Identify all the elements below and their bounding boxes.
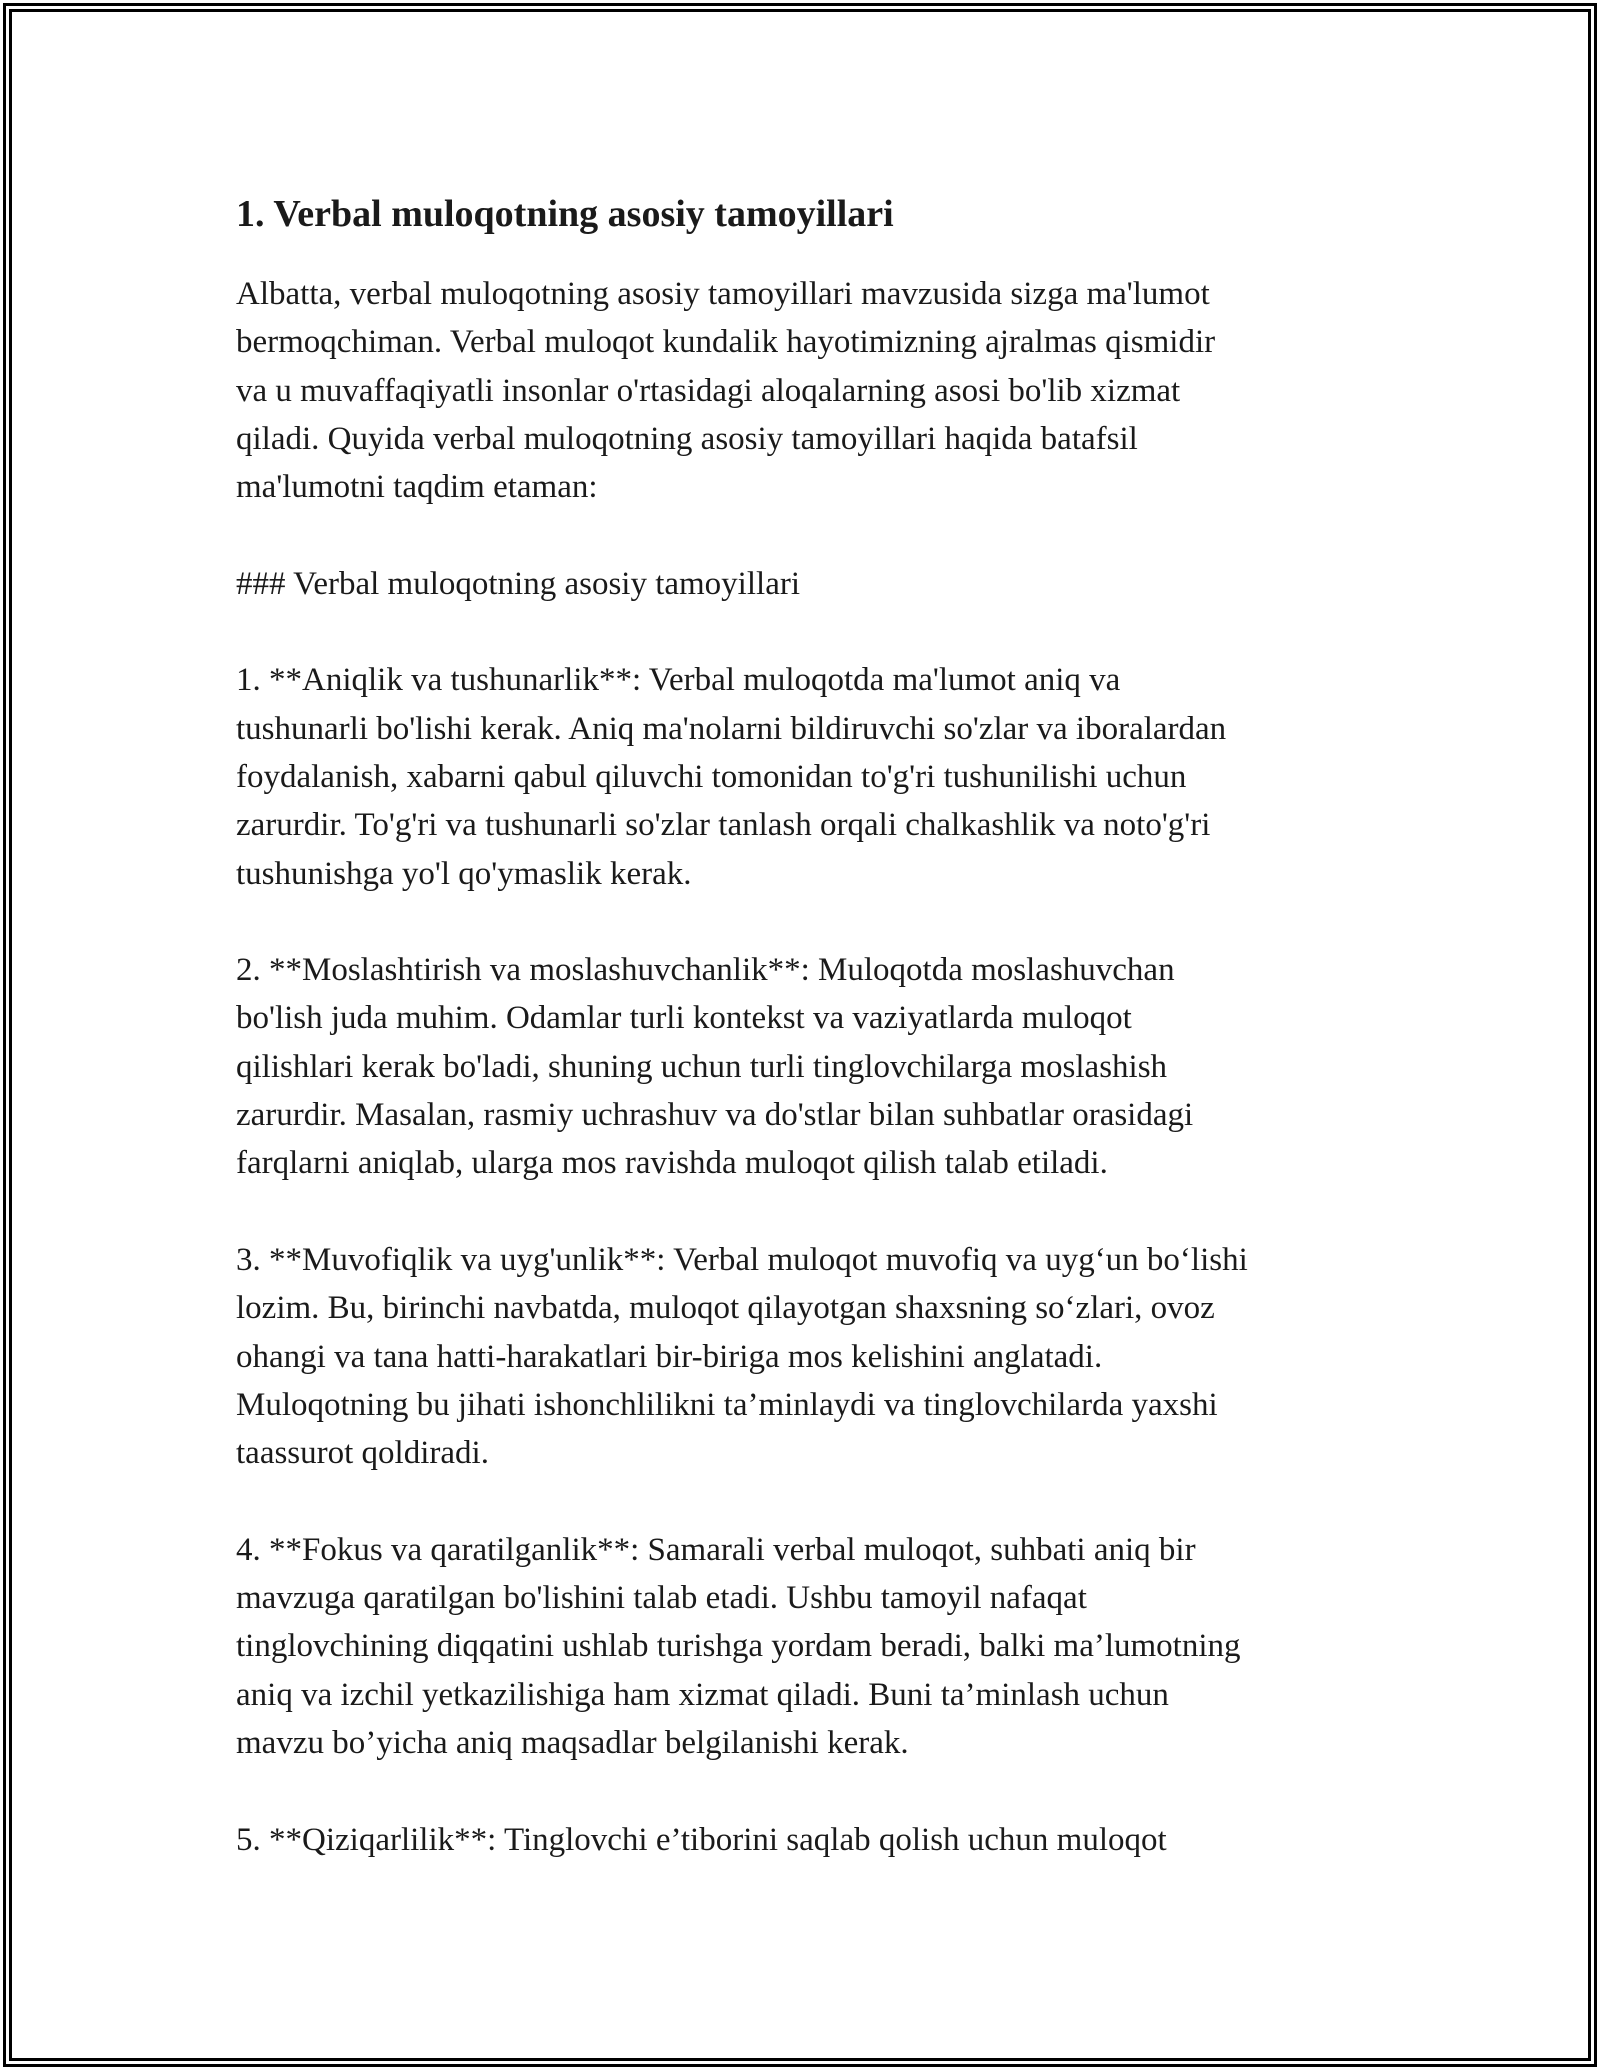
principle-3-paragraph: 3. **Muvofiqlik va uyg'unlik**: Verbal muloqot muvofiq va uyg‘un bo‘lishi lozim. Bu, birinchi navbatda, muloqot qilayotgan shaxsning so‘zlari, ovoz ohangi va tana hatti-harakatlari bir-biriga mos kelishini anglatadi. Muloqotning bu jihati ishonchlilikni ta’minlaydi va tinglovchilarda yaxshi taassurot qoldiradi. — [236, 1241, 1248, 1472]
principle-4-paragraph: 4. **Fokus va qaratilganlik**: Samarali verbal muloqot, suhbati aniq bir mavzuga qaratilgan bo'lishini talab etadi. Ushbu tamoyil nafaqat tinglovchining diqqatini ushlab turishga yordam beradi, balki ma’lumotning aniq va izchil yetkazilishiga ham xizmat qiladi. Buni ta’minlash uchun mavzu bo’yicha aniq maqsadlar belgilanishi kerak. — [236, 1531, 1241, 1761]
principle-5-paragraph: 5. **Qiziqarlilik**: Tinglovchi e’tiborini saqlab qolish uchun muloqot — [236, 1821, 1167, 1858]
principle-2-paragraph: 2. **Moslashtirish va moslashuvchanlik**: Muloqotda moslashuvchan bo'lish juda muhim. Odamlar turli kontekst va vaziyatlarda muloqot qilishlari kerak bo'ladi, shuning uchun turli tinglovchilarga moslashish zarurdir. Masalan, rasmiy uchrashuv va do'stlar bilan suhbatlar orasidagi farqlarni aniqlab, ularga mos ravishda muloqot qilish talab etiladi. — [236, 952, 1194, 1182]
document-title: 1. Verbal muloqotning asosiy tamoyillari — [236, 193, 894, 235]
document-body — [236, 184, 1376, 1912]
principle-1-paragraph: 1. **Aniqlik va tushunarlik**: Verbal muloqotda ma'lumot aniq va tushunarli bo'lishi kerak. Aniq ma'nolarni bildiruvchi so'zlar va iboralardan foydalanish, xabarni qabul qiluvchi tomonidan to'g'ri tushunilishi uchun zarurdir. To'g'ri va tushunarli so'zlar tanlash orqali chalkashlik va noto'g'ri tushunishga yo'l qo'ymaslik kerak. — [236, 662, 1227, 892]
intro-paragraph: Albatta, verbal muloqotning asosiy tamoyillari mavzusida sizga ma'lumot bermoqchiman. Verbal muloqot kundalik hayotimizning ajralmas qismidir va u muvaffaqiyatli insonlar o'rtasidagi aloqalarning asosi bo'lib xizmat qiladi. Quyida verbal muloqotning asosiy tamoyillari haqida batafsil ma'lumotni taqdim etaman: — [236, 276, 1216, 506]
section-heading: ### Verbal muloqotning asosiy tamoyillari — [236, 565, 800, 602]
